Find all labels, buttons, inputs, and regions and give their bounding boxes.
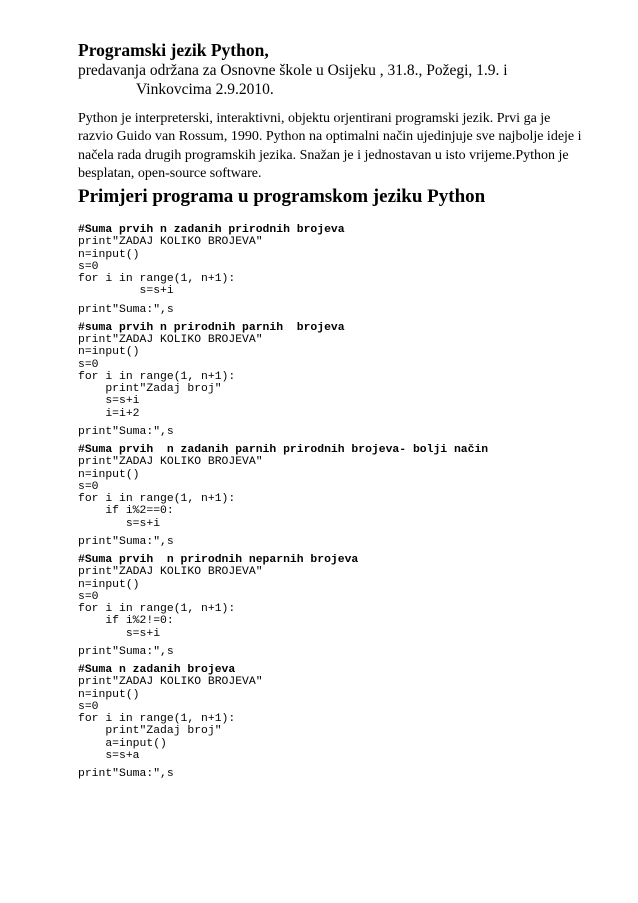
code-line: print"ZADAJ KOLIKO BROJEVA" [78, 236, 263, 249]
code-line: a=input() [78, 737, 167, 750]
code-line: s=s+i [78, 517, 161, 530]
code-line: if i%2==0: [78, 505, 174, 518]
section-heading: Primjeri programa u programskom jeziku Python [78, 186, 486, 207]
document-title: Programski jezik Python, [78, 40, 269, 60]
code-listing [78, 224, 488, 780]
program-comment: #suma prvih n prirodnih parnih brojeva [78, 321, 345, 334]
code-line: s=s+i [78, 285, 174, 298]
code-line: if i%2!=0: [78, 615, 174, 628]
code-result-line: print"Suma:",s [78, 535, 174, 548]
program-comment: #Suma prvih n zadanih prirodnih brojeva [78, 224, 345, 236]
code-line: s=0 [78, 700, 99, 713]
code-line: n=input() [78, 468, 140, 481]
code-result-line: print"Suma:",s [78, 768, 174, 780]
code-line: s=0 [78, 358, 99, 371]
code-result-line: print"Suma:",s [78, 645, 174, 658]
code-line: for i in range(1, n+1): [78, 713, 236, 725]
code-result-line: print"Suma:",s [78, 303, 174, 316]
code-line: for i in range(1, n+1): [78, 603, 236, 615]
code-line: for i in range(1, n+1): [78, 370, 236, 383]
document-subtitle-line2: Vinkovcima 2.9.2010. [136, 81, 274, 98]
code-line: n=input() [78, 346, 140, 359]
code-line: print"ZADAJ KOLIKO BROJEVA" [78, 676, 263, 689]
program-comment: #Suma prvih n prirodnih neparnih brojeva [78, 554, 359, 566]
intro-paragraph: Python je interpreterski, interaktivni, objektu orjentirani programski jezik. Prvi ga je razvio Guido van Rossum, 1990. Python na optimalni način ujedinjuje sve najbolje ideje i načela rada drugih programskih jezika. Snažan je i jednostavan u isto vrijeme.Python je besplatan, open-source software. [78, 111, 582, 181]
program-comment: #Suma n zadanih brojeva [78, 664, 236, 676]
code-line: n=input() [78, 578, 140, 591]
code-line: s=s+a [78, 749, 140, 762]
code-line: for i in range(1, n+1): [78, 273, 236, 285]
code-line: for i in range(1, n+1): [78, 493, 236, 505]
code-line: print"ZADAJ KOLIKO BROJEVA" [78, 566, 263, 579]
code-line: s=0 [78, 260, 99, 273]
code-line: s=s+i [78, 627, 161, 640]
document-subtitle-line1: predavanja održana za Osnovne škole u Osijeku , 31.8., Požegi, 1.9. i [78, 62, 508, 79]
code-line: print"Zadaj broj" [78, 725, 222, 738]
code-line: print"ZADAJ KOLIKO BROJEVA" [78, 334, 263, 346]
code-line: print"ZADAJ KOLIKO BROJEVA" [78, 456, 263, 469]
program-comment: #Suma prvih n zadanih parnih prirodnih brojeva- bolji način [78, 444, 489, 456]
code-line: n=input() [78, 248, 140, 261]
code-line: i=i+2 [78, 407, 140, 420]
code-line: s=0 [78, 590, 99, 603]
code-line: n=input() [78, 688, 140, 701]
code-line: s=0 [78, 480, 99, 493]
code-line: print"Zadaj broj" [78, 383, 222, 395]
code-result-line: print"Suma:",s [78, 425, 174, 438]
code-line: s=s+i [78, 395, 140, 408]
